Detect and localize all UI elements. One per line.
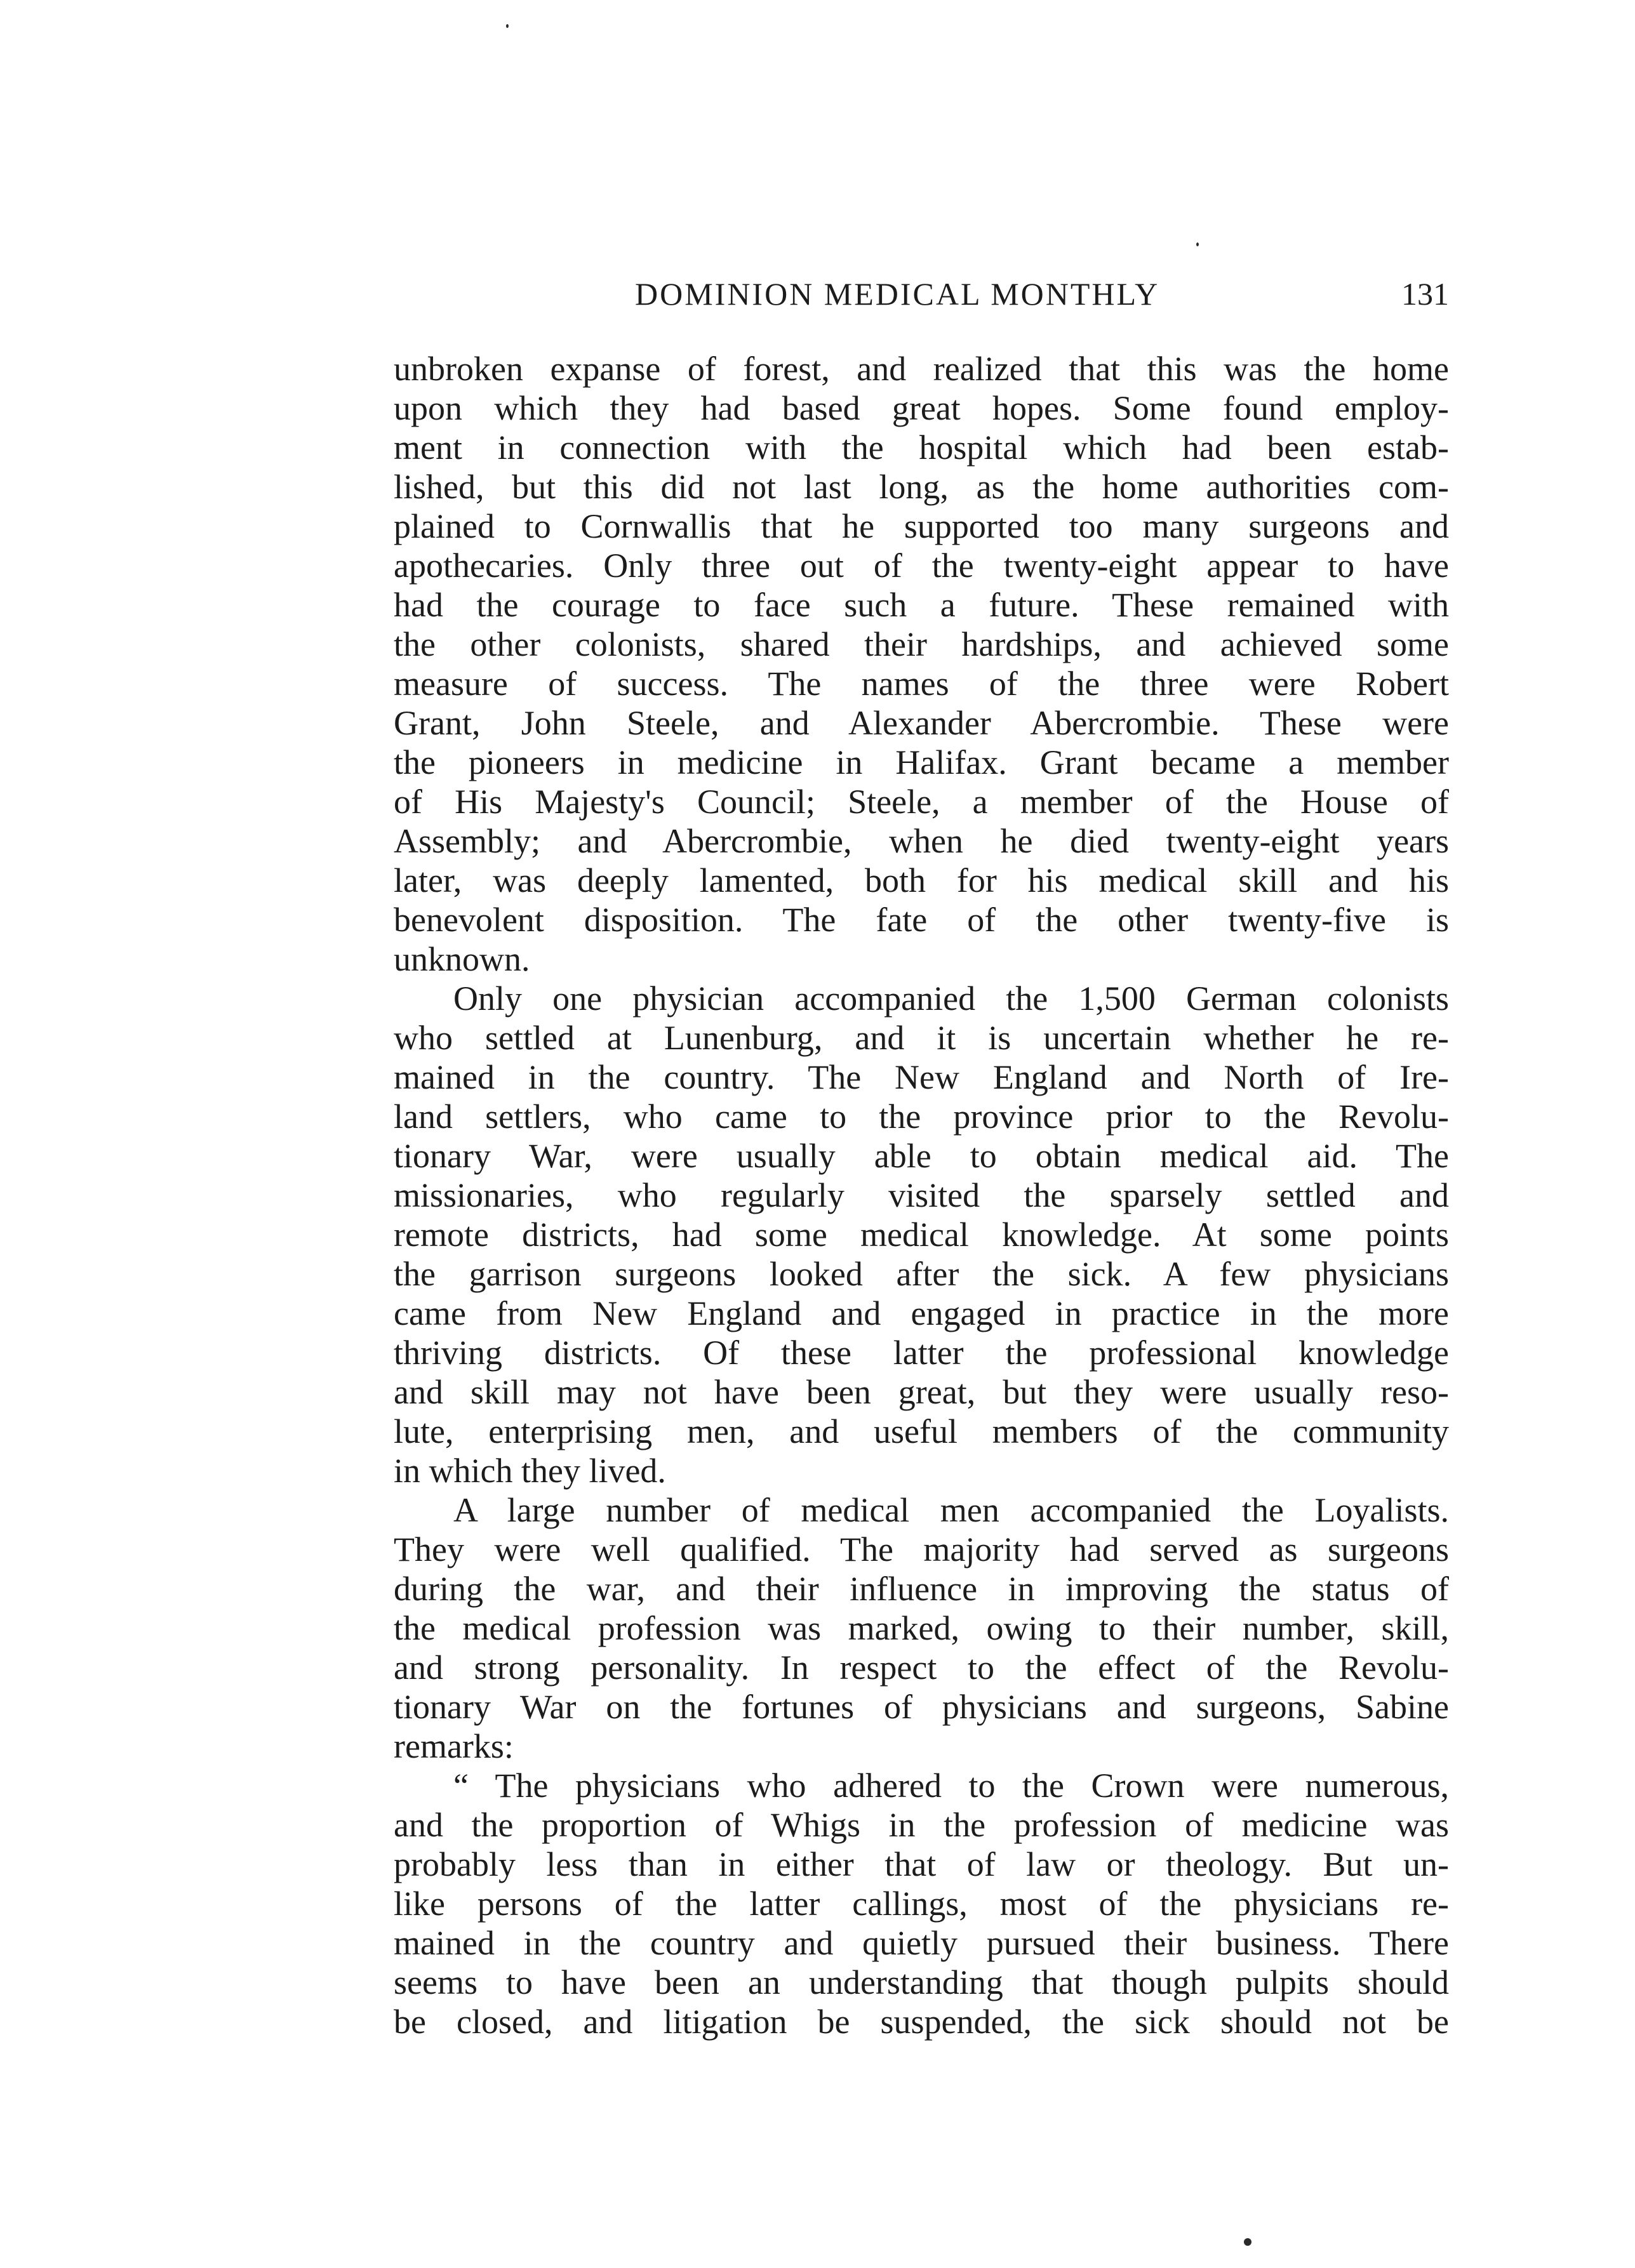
text-line: remote districts, had some medical knowledge. At some points <box>394 1216 1449 1254</box>
body-text <box>394 349 1449 2041</box>
running-title: DOMINION MEDICAL MONTHLY <box>635 276 1160 312</box>
text-line: seems to have been an understanding that though pulpits should <box>394 1963 1449 2001</box>
text-line: benevolent disposition. The fate of the other twenty-five is <box>394 901 1449 939</box>
text-line: tionary War, were usually able to obtain medical aid. The <box>394 1137 1449 1175</box>
text-line: probably less than in either that of law or theology. But un- <box>394 1845 1449 1883</box>
text-line: ment in connection with the hospital which had been estab- <box>394 428 1449 467</box>
text-line: mained in the country. The New England and North of Ire- <box>394 1058 1449 1096</box>
text-line: Only one physician accompanied the 1,500 German colonists <box>453 979 1449 1018</box>
text-line: during the war, and their influence in improving the status of <box>394 1570 1449 1608</box>
text-line: be closed, and litigation be suspended, the sick should not be <box>394 2003 1449 2041</box>
text-line: in which they lived. <box>394 1452 666 1490</box>
page-header <box>394 272 1449 316</box>
text-line: had the courage to face such a future. These remained with <box>394 586 1449 624</box>
text-line: the pioneers in medicine in Halifax. Grant became a member <box>394 743 1449 781</box>
ink-speck-bottom <box>1244 2238 1251 2246</box>
text-line: unbroken expanse of forest, and realized that this was the home <box>394 350 1449 388</box>
paragraph-1 <box>394 349 1449 979</box>
page-number: 131 <box>1401 276 1449 312</box>
quotation-paragraph <box>394 1766 1449 2041</box>
text-line: the medical profession was marked, owing to their number, skill, <box>394 1609 1449 1647</box>
paragraph-2 <box>394 979 1449 1490</box>
text-line: of His Majesty's Council; Steele, a member of the House of <box>394 783 1449 821</box>
text-line: thriving districts. Of these latter the professional knowledge <box>394 1334 1449 1372</box>
text-line: and the proportion of Whigs in the profession of medicine was <box>394 1806 1449 1844</box>
text-line: who settled at Lunenburg, and it is uncertain whether he re- <box>394 1019 1449 1057</box>
text-line: missionaries, who regularly visited the sparsely settled and <box>394 1176 1449 1214</box>
text-line: upon which they had based great hopes. Some found employ- <box>394 389 1449 427</box>
text-line: A large number of medical men accompanied the Loyalists. <box>453 1491 1449 1529</box>
text-line: and skill may not have been great, but they were usually reso- <box>394 1373 1449 1411</box>
text-line: the garrison surgeons looked after the sick. A few physicians <box>394 1255 1449 1293</box>
text-line: plained to Cornwallis that he supported too many surgeons and <box>394 507 1449 545</box>
text-line: They were well qualified. The majority had served as surgeons <box>394 1530 1449 1568</box>
ink-speck-header <box>1196 242 1199 246</box>
ink-speck-top <box>506 24 509 28</box>
text-line: apothecaries. Only three out of the twenty-eight appear to have <box>394 547 1449 585</box>
text-line: Grant, John Steele, and Alexander Abercrombie. These were <box>394 704 1449 742</box>
text-line: unknown. <box>394 940 530 978</box>
text-line: tionary War on the fortunes of physicians and surgeons, Sabine <box>394 1688 1449 1726</box>
text-line: measure of success. The names of the three were Robert <box>394 665 1449 703</box>
text-line: lute, enterprising men, and useful members of the community <box>394 1412 1449 1450</box>
text-line: Assembly; and Abercrombie, when he died twenty-eight years <box>394 822 1449 860</box>
text-line: and strong personality. In respect to the effect of the Revolu- <box>394 1648 1449 1687</box>
text-line: the other colonists, shared their hardships, and achieved some <box>394 625 1449 663</box>
text-line: later, was deeply lamented, both for his medical skill and his <box>394 861 1449 899</box>
text-line: remarks: <box>394 1727 514 1765</box>
text-line: lished, but this did not last long, as the home authorities com- <box>394 468 1449 506</box>
text-line: “ The physicians who adhered to the Crown were numerous, <box>453 1767 1449 1805</box>
text-line: land settlers, who came to the province prior to the Revolu- <box>394 1098 1449 1136</box>
paragraph-3 <box>394 1490 1449 1766</box>
text-line: came from New England and engaged in practice in the more <box>394 1294 1449 1332</box>
text-line: like persons of the latter callings, most of the physicians re- <box>394 1885 1449 1923</box>
text-line: mained in the country and quietly pursued their business. There <box>394 1924 1449 1962</box>
